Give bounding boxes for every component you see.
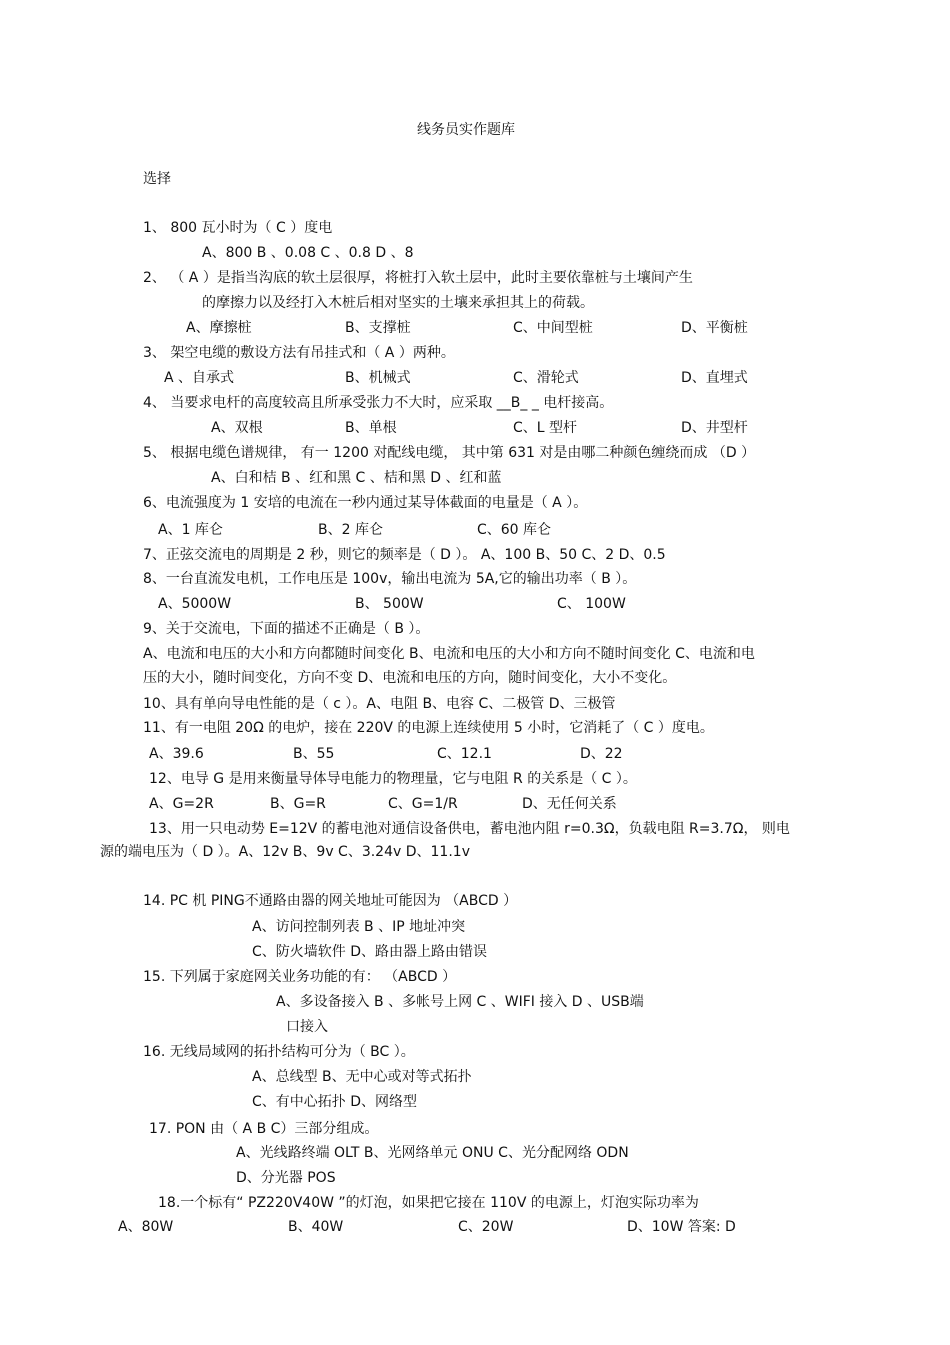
question-16: 16. 无线局域网的拓扑结构可分为（ BC ）。 <box>143 1044 415 1060</box>
question-12-option-a: A、G=2R <box>149 796 214 812</box>
question-3-option-d: D、直埋式 <box>681 370 748 386</box>
question-8-option-b: B、 500W <box>355 596 424 612</box>
question-11-option-b: B、55 <box>293 746 335 762</box>
question-15-options-line-1: A、多设备接入 B 、多帐号上网 C 、WIFI 接入 D 、USB端 <box>276 994 644 1010</box>
question-13: 13、用一只电动势 E=12V 的蓄电池对通信设备供电，蓄电池内阻 r=0.3Ω，负载电阻 R=3.7Ω， 则电 <box>149 821 790 837</box>
question-2: 2、 （ A ）是指当沟底的软土层很厚，将桩打入软土层中，此时主要依靠桩与土壤间产生 <box>143 270 693 286</box>
document-title: 线务员实作题库 <box>417 122 515 138</box>
question-17-options-line-2: D、分光器 POS <box>236 1170 336 1186</box>
question-10: 10、具有单向导电性能的是（ c ）。A、电阻 B、电容 C、二极管 D、三极管 <box>143 696 616 712</box>
question-6-option-b: B、2 库仑 <box>318 522 383 538</box>
question-11-option-c: C、12.1 <box>437 746 492 762</box>
question-9-options-line-2: 压的大小，随时间变化，方向不变 D、电流和电压的方向，随时间变化，大小不变化。 <box>143 670 677 686</box>
question-2-option-a: A、摩擦桩 <box>186 320 252 336</box>
question-2-line-2: 的摩擦力以及经打入木桩后相对坚实的土壤来承担其上的荷载。 <box>202 295 594 311</box>
question-13-line-2: 源的端电压为（ D ）。A、12v B、9v C、3.24v D、11.1v <box>100 844 470 860</box>
question-3-option-a: A 、自承式 <box>164 370 235 386</box>
question-8: 8、一台直流发电机，工作电压是 100v，输出电流为 5A,它的输出功率（ B ）。 <box>143 571 637 587</box>
question-3-option-b: B、机械式 <box>345 370 411 386</box>
question-1-options: A、800 B 、0.08 C 、0.8 D 、8 <box>202 245 414 261</box>
question-11: 11、有一电阻 20Ω 的电炉，接在 220V 的电源上连续使用 5 小时，它消耗了（ C ）度电。 <box>143 720 714 736</box>
question-8-option-a: A、5000W <box>158 596 232 612</box>
question-12-option-b: B、G=R <box>270 796 326 812</box>
question-18-option-d-answer: D、10W 答案: D <box>627 1219 736 1235</box>
question-9-options-line-1: A、电流和电压的大小和方向都随时间变化 B、电流和电压的大小和方向不随时间变化 C、电流和电 <box>143 646 755 662</box>
question-5-options: A、白和桔 B 、红和黑 C 、桔和黑 D 、红和蓝 <box>211 470 502 486</box>
question-1: 1、 800 瓦小时为（ C ）度电 <box>143 220 333 236</box>
question-3-option-c: C、滑轮式 <box>513 370 579 386</box>
question-4-option-d: D、井型杆 <box>681 420 748 436</box>
question-14-options-line-2: C、防火墙软件 D、路由器上路由错误 <box>252 944 488 960</box>
question-4: 4、 当要求电杆的高度较高且所承受张力不大时，应采取 __B_ _ 电杆接高。 <box>143 395 614 411</box>
question-18: 18.一个标有“ PZ220V40W ”的灯泡，如果把它接在 110V 的电源上，灯泡实际功率为 <box>158 1195 699 1211</box>
question-12-option-c: C、G=1/R <box>388 796 458 812</box>
question-16-options-line-1: A、总线型 B、无中心或对等式拓扑 <box>252 1069 472 1085</box>
question-17: 17. PON 由（ A B C）三部分组成。 <box>149 1121 379 1137</box>
question-14-options-line-1: A、访问控制列表 B 、IP 地址冲突 <box>252 919 466 935</box>
question-3: 3、 架空电缆的敷设方法有吊挂式和（ A ）两种。 <box>143 345 455 361</box>
question-4-option-a: A、双根 <box>211 420 263 436</box>
question-16-options-line-2: C、有中心拓扑 D、网络型 <box>252 1094 418 1110</box>
question-4-option-c: C、L 型杆 <box>513 420 578 436</box>
question-5: 5、 根据电缆色谱规律， 有一 1200 对配线电缆， 其中第 631 对是由哪二种颜色缠绕而成 （D ） <box>143 445 756 461</box>
question-12: 12、电导 G 是用来衡量导体导电能力的物理量，它与电阻 R 的关系是（ C ）。 <box>149 771 637 787</box>
question-8-option-c: C、 100W <box>557 596 626 612</box>
question-11-option-a: A、39.6 <box>149 746 204 762</box>
question-2-option-b: B、支撑桩 <box>345 320 411 336</box>
question-18-option-a: A、80W <box>118 1219 174 1235</box>
section-heading: 选择 <box>143 171 171 187</box>
question-6-option-c: C、60 库仑 <box>477 522 552 538</box>
question-9: 9、关于交流电，下面的描述不正确是（ B ）。 <box>143 621 430 637</box>
question-2-option-d: D、平衡桩 <box>681 320 748 336</box>
question-17-options-line-1: A、光线路终端 OLT B、光网络单元 ONU C、光分配网络 ODN <box>236 1145 629 1161</box>
question-14: 14. PC 机 PING不通路由器的网关地址可能因为 （ABCD ） <box>143 893 518 909</box>
question-2-option-c: C、中间型桩 <box>513 320 593 336</box>
question-15: 15. 下列属于家庭网关业务功能的有： （ABCD ） <box>143 969 457 985</box>
question-6: 6、电流强度为 1 安培的电流在一秒内通过某导体截面的电量是（ A ）。 <box>143 495 588 511</box>
question-18-option-c: C、20W <box>458 1219 514 1235</box>
question-15-options-line-2: 口接入 <box>286 1019 328 1035</box>
question-6-option-a: A、1 库仑 <box>158 522 223 538</box>
question-4-option-b: B、单根 <box>345 420 397 436</box>
question-11-option-d: D、22 <box>580 746 623 762</box>
question-12-option-d: D、无任何关系 <box>522 796 617 812</box>
question-18-option-b: B、40W <box>288 1219 344 1235</box>
question-7: 7、正弦交流电的周期是 2 秒，则它的频率是（ D ）。 A、100 B、50 C、2 D、0.5 <box>143 547 666 563</box>
